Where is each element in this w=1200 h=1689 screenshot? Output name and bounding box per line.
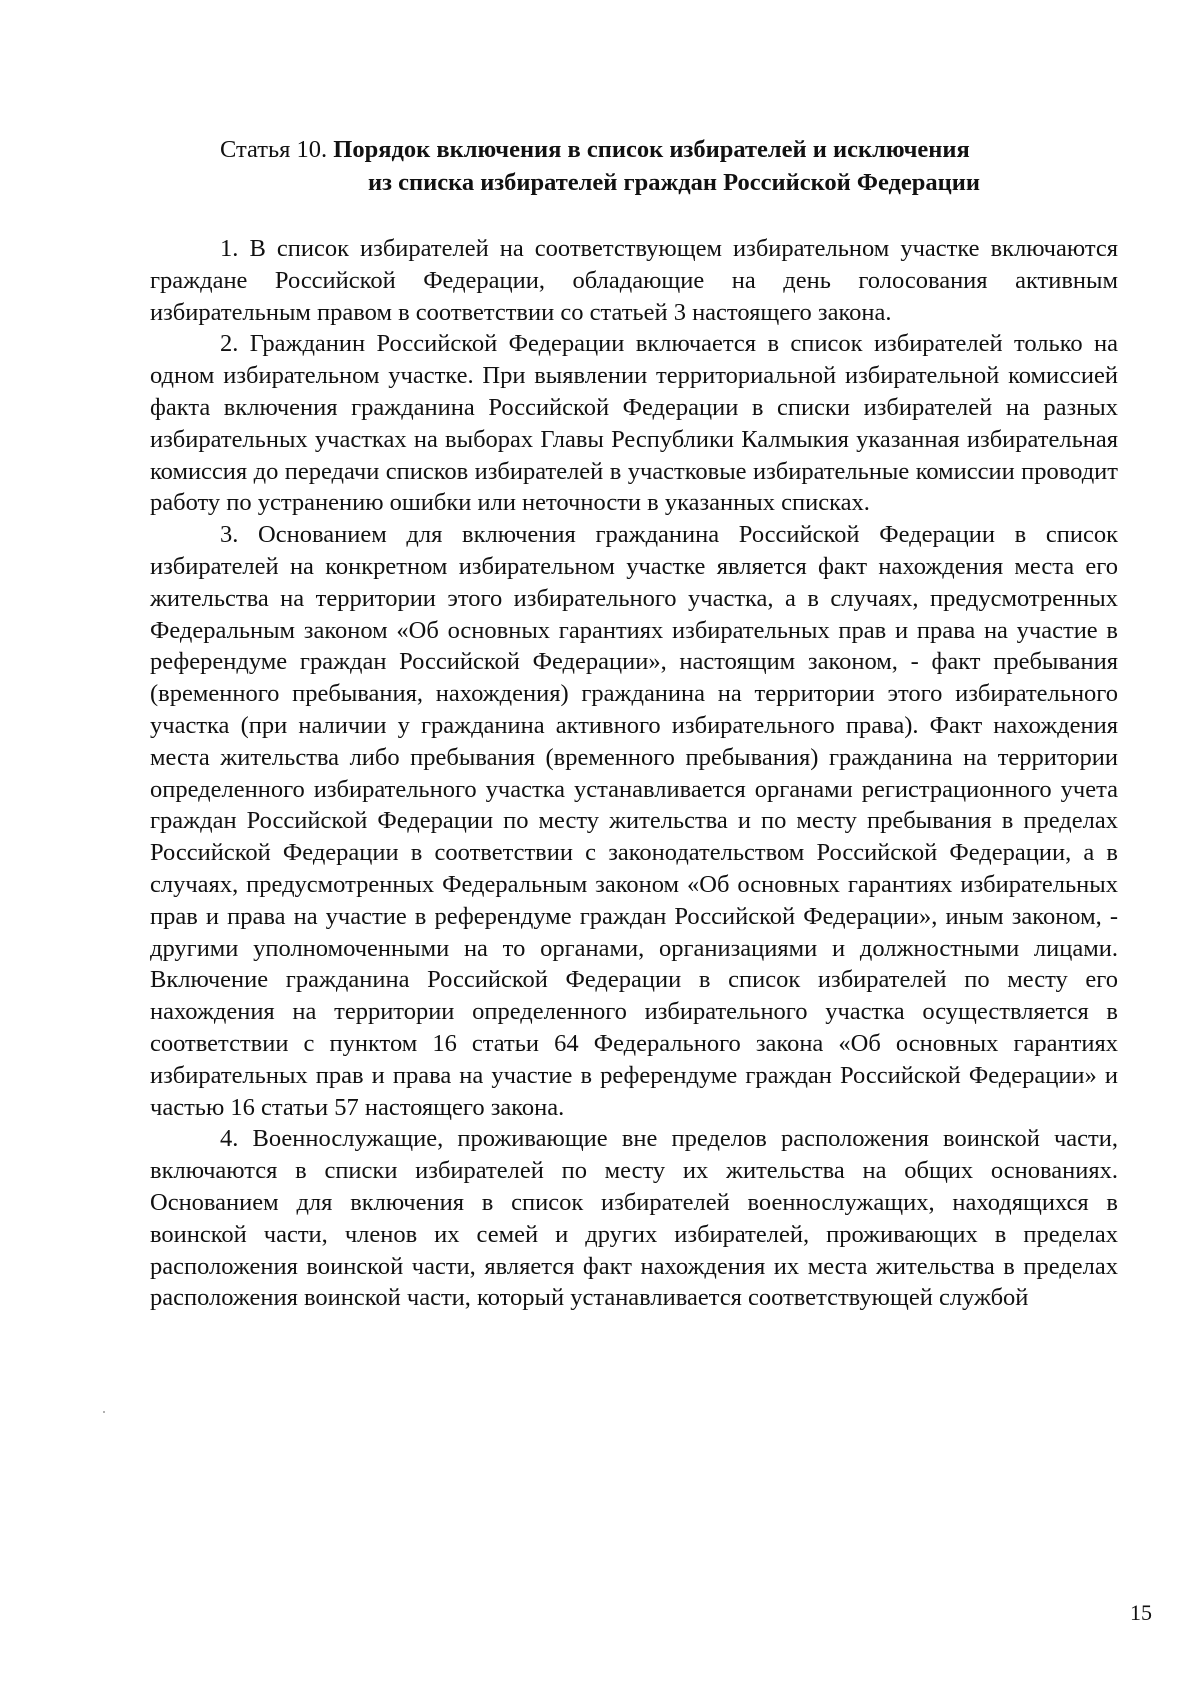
article-title-line-1: Порядок включения в список избирателей и исключения xyxy=(333,136,970,163)
article-title-line-2: из списка избирателей граждан Российской Федерации xyxy=(368,169,981,196)
paragraph-3: 3. Основанием для включения гражданина Российской Федерации в список избирателей на конкретном избирательном участке является факт нахождения места его жительства на территории этого избирательного участка, а в случаях, предусмотренных Федеральным законом «Об основных гарантиях избирательных прав и права на участие в референдуме граждан Российской Федерации», настоящим законом, - факт пребывания (временного пребывания, нахождения) гражданина на территории этого избирательного участка (при наличии у гражданина активного избирательного права). Факт нахождения места жительства либо пребывания (временного пребывания) гражданина на территории определенного избирательного участка устанавливается органами регистрационного учета граждан Российской Федерации по месту жительства и по месту пребывания в пределах Российской Федерации в соответствии с законодательством Российской Федерации, а в случаях, предусмотренных Федеральным законом «Об основных гарантиях избирательных прав и права на участие в референдуме граждан Российской Федерации», иным законом, - другими уполномоченными на то органами, организациями и должностными лицами. Включение гражданина Российской Федерации в список избирателей по месту его нахождения на территории определенного избирательного участка осуществляется в соответствии с пунктом 16 статьи 64 Федерального закона «Об основных гарантиях избирательных прав и права на участие в референдуме граждан Российской Федерации» и частью 16 статьи 57 настоящего закона. xyxy=(150,521,1118,1121)
paragraph-4: 4. Военнослужащие, проживающие вне пределов расположения воинской части, включаются в списки избирателей по месту их жительства на общих основаниях. Основанием для включения в список избирателей военнослужащих, находящихся в воинской части, членов их семей и других избирателей, проживающих в пределах расположения воинской части, является факт нахождения их места жительства в пределах расположения воинской части, который устанавливается соответствующей службой xyxy=(150,1125,1118,1312)
paragraph-2: 2. Гражданин Российской Федерации включается в список избирателей только на одном избирательном участке. При выявлении территориальной избирательной комиссией факта включения гражданина Российской Федерации в списки избирателей на разных избирательных участках на выборах Главы Республики Калмыкия указанная избирательная комиссия до передачи списков избирателей в участковые избирательные комиссии проводит работу по устранению ошибки или неточности в указанных списках. xyxy=(150,330,1118,517)
article-number: Статья 10. xyxy=(220,136,328,163)
article-body xyxy=(150,233,1118,1314)
article-heading xyxy=(220,133,1120,199)
scan-speck xyxy=(103,1411,105,1413)
page-number: 15 xyxy=(1130,1600,1152,1625)
paragraph-1: 1. В список избирателей на соответствующем избирательном участке включаются граждане Российской Федерации, обладающие на день голосования активным избирательным правом в соответствии со статьей 3 настоящего закона. xyxy=(150,235,1118,326)
